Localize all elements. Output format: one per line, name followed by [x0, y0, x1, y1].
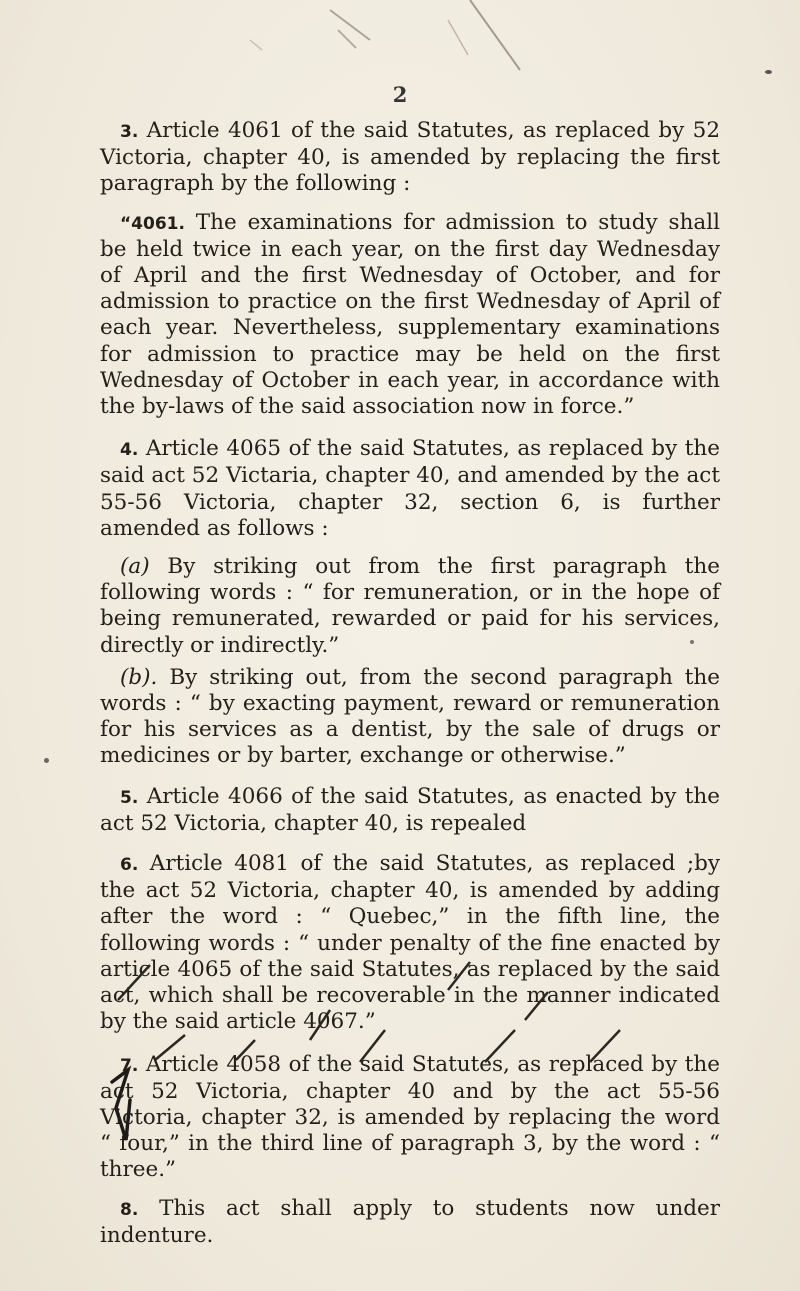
- section-number: (a): [120, 554, 150, 580]
- ink-speck: [765, 70, 772, 74]
- section-text: This act shall apply to students now under indenture.: [100, 1195, 720, 1248]
- section-3: [100, 118, 720, 198]
- page-number: 2: [392, 82, 408, 107]
- section-number: 5.: [120, 787, 139, 808]
- section-4b: [100, 665, 720, 770]
- section-text: Article 4081 of the said Statutes, as replaced ;by the act 52 Victoria, chapter 40, is amended by adding after the word : “ Quebec,” in the fifth line, the following words : “ under penalty of the fine enacted by article 4065 of the said Statutes, as replaced by the said act, which shall be recoverable in the manner indicated by the said article 4067.”: [100, 851, 720, 1035]
- section-7: [100, 1052, 720, 1184]
- section-8: [100, 1196, 720, 1249]
- section-text: The examinations for admission to study shall be held twice in each year, on the first day Wednesday of April and the first Wednesday of October, and for admission to practice on the first Wednesday of April of each year. Nevertheless, supplementary examinations for admission to practice may be held on the first Wednesday of October in each year, in accordance with the by-laws of the said association now in force.”: [100, 209, 720, 420]
- quoted-article-4061: [100, 210, 720, 421]
- section-number: 8.: [120, 1199, 139, 1220]
- section-text: By striking out, from the second paragraph the words : “ by exacting payment, reward or remuneration for his services as a dentist, by the sale of drugs or medicines or by barter, exchange or otherwise.”: [100, 664, 720, 769]
- section-5: [100, 784, 720, 837]
- section-number: 3.: [120, 122, 139, 142]
- section-6: [100, 851, 720, 1035]
- section-4: [100, 436, 720, 542]
- section-text: Article 4066 of the said Statutes, as enacted by the act 52 Victoria, chapter 40, is repealed: [100, 783, 720, 836]
- statute-text: [100, 118, 720, 1261]
- section-4a: [100, 554, 720, 659]
- section-number: (b).: [120, 664, 158, 690]
- section-text: By striking out from the first paragraph the following words : “ for remuneration, or in the hope of being remunerated, rewarded or paid for his services, directly or indirectly.”: [100, 554, 720, 658]
- section-number: 6.: [120, 855, 139, 876]
- section-text: Article 4061 of the said Statutes, as replaced by 52 Victoria, chapter 40, is amended by replacing the first paragraph by the following :: [100, 118, 720, 197]
- section-number: 4.: [120, 440, 139, 461]
- ink-speck: [44, 758, 49, 763]
- section-text: Article 4065 of the said Statutes, as replaced by the said act 52 Victaria, chapter 40, and amended by the act 55-56 Victoria, chapter 32, section 6, is further amended as follows :: [100, 436, 720, 541]
- section-number: 7.: [120, 1055, 139, 1076]
- section-number: “4061.: [120, 213, 185, 234]
- section-text: Article 4058 of the said Statutes, as replaced by the act 52 Victoria, chapter 40 and by the act 55-56 Victoria, chapter 32, is amended by replacing the word “ four,” in the third line of paragraph 3, by the word : “ three.”: [100, 1051, 720, 1183]
